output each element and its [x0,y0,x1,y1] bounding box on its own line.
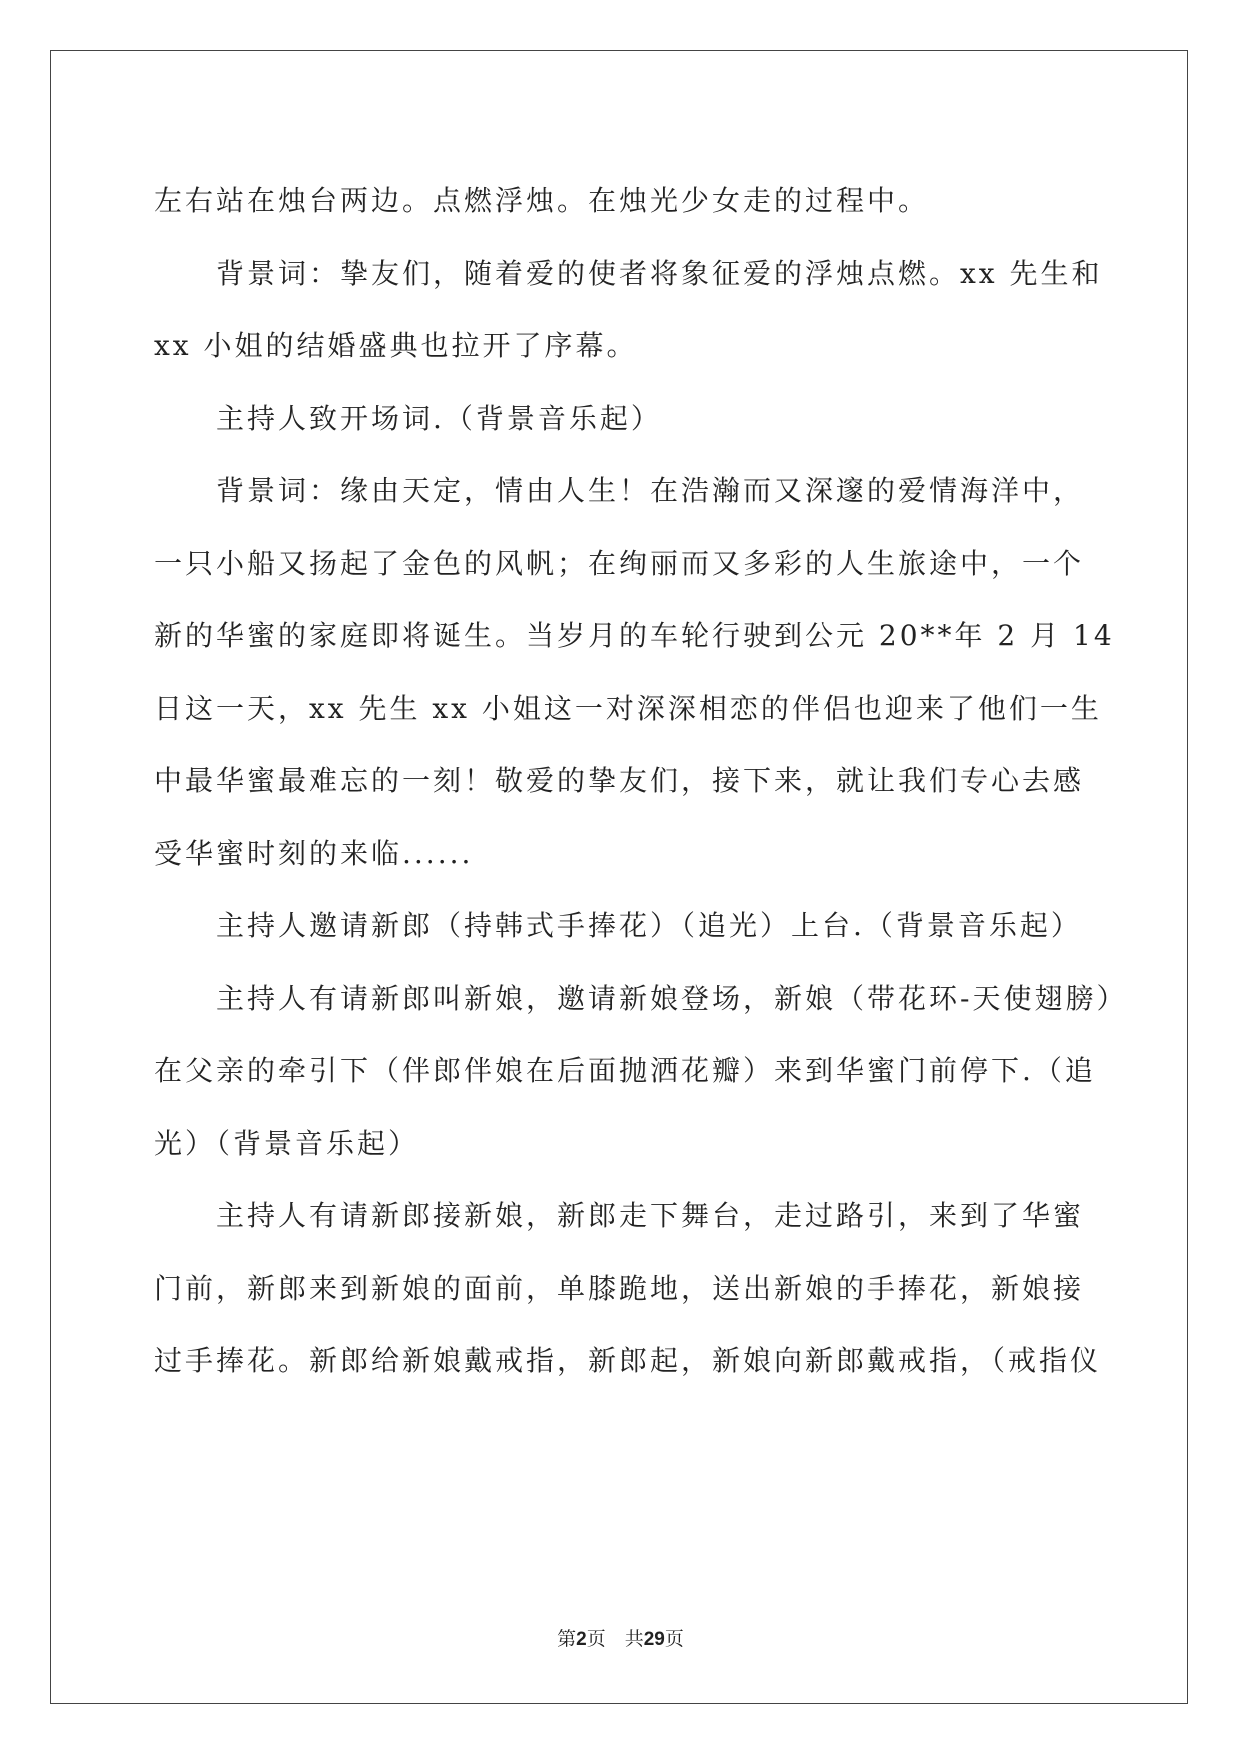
text-line: 背景词：缘由天定，情由人生！在浩瀚而又深邃的爱情海洋中， [216,474,1085,507]
text-line: 光）（背景音乐起） [154,1126,420,1160]
text-line: 左右站在烛台两边。点燃浮烛。在烛光少女走的过程中。 [154,184,930,217]
text-line: 一只小船又扬起了金色的风帆；在绚丽而又多彩的人生旅途中，一个 [154,546,1085,580]
total-page-count: 29 [643,1629,665,1650]
text-line: 在父亲的牵引下（伴郎伴娘在后面抛洒花瓣）来到华蜜门前停下.（追 [154,1054,1096,1087]
text-line: 过手捧花。新郎给新娘戴戒指，新郎起，新娘向新郎戴戒指，（戒指仪 [154,1344,1102,1377]
text-line: 日这一天，xx 先生 xx 小姐这一对深深相恋的伴侣也迎来了他们一生 [154,691,1102,725]
footer-suffix: 页 [664,1628,684,1650]
page-footer [0,1624,1241,1651]
text-line: 受华蜜时刻的来临...... [154,836,474,870]
text-line: 背景词：挚友们，随着爱的使者将象征爱的浮烛点燃。xx 先生和 [216,256,1103,290]
text-line: 中最华蜜最难忘的一刻！敬爱的挚友们，接下来，就让我们专心去感 [154,764,1085,797]
text-line: 门前，新郎来到新娘的面前，单膝跪地，送出新娘的手捧花，新娘接 [154,1271,1085,1305]
text-line: 主持人有请新郎接新娘，新郎走下舞台，走过路引，来到了华蜜 [216,1199,1085,1232]
document-body [154,165,1128,1398]
footer-prefix: 第 [557,1628,577,1650]
text-line: 主持人邀请新郎（持韩式手捧花）（追光）上台.（背景音乐起） [216,909,1082,942]
text-line: xx 小姐的结婚盛典也拉开了序幕。 [154,329,638,362]
text-line: 新的华蜜的家庭即将诞生。当岁月的车轮行驶到公元 20**年 2 月 14 [154,619,1115,652]
current-page-number: 2 [576,1629,587,1650]
text-line: 主持人有请新郎叫新娘，邀请新娘登场，新娘（带花环-天使翅膀） [216,981,1128,1015]
text-line: 主持人致开场词.（背景音乐起） [216,401,662,435]
footer-mid: 页 共 [586,1628,644,1650]
